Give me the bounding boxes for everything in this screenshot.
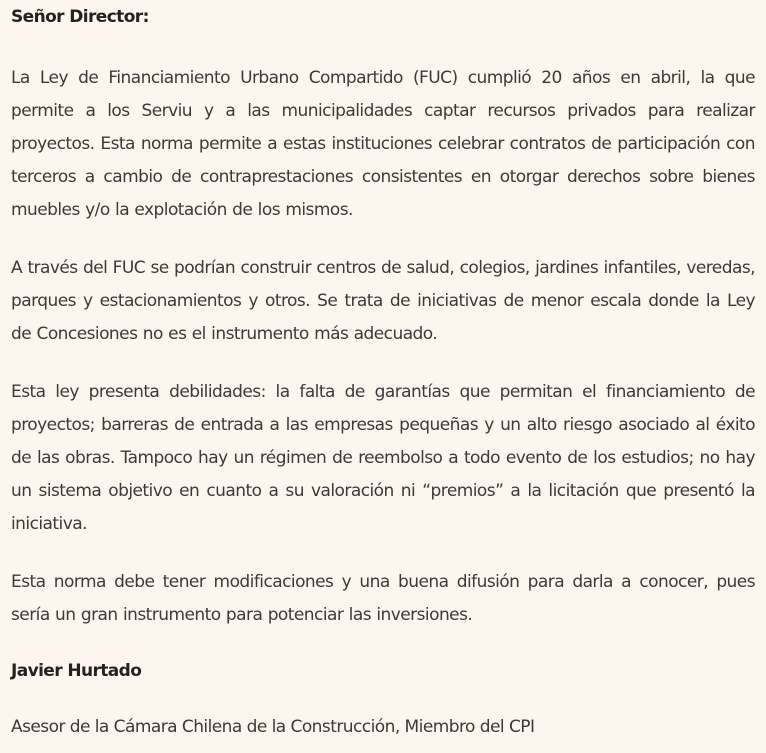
paragraph-2: A través del FUC se podrían construir centros de salud, colegios, jardines infantiles, veredas, parques y estacionamientos y otros. Se trata de iniciativas de menor escala donde la Ley de Concesiones no es el instrumento más adecuado. [11,258,755,344]
paragraph-4: Esta norma debe tener modificaciones y una buena difusión para darla a conocer, pues sería un gran instrumento para potenciar las inversiones. [11,572,755,625]
author-role: Asesor de la Cámara Chilena de la Construcción, Miembro del CPI [11,717,535,737]
paragraph-1: La Ley de Financiamiento Urbano Compartido (FUC) cumplió 20 años en abril, la que permite a los Serviu y a las municipalidades captar recursos privados para realizar proyectos. Esta norma permite a estas instituciones celebrar contratos de participación con terceros a cambio de contraprestaciones consistentes en otorgar derechos sobre bienes muebles y/o la explotación de los mismos. [11,68,755,220]
salutation: Señor Director: [11,7,149,27]
paragraph-3: Esta ley presenta debilidades: la falta de garantías que permitan el financiamiento de proyectos; barreras de entrada a las empresas pequeñas y un alto riesgo asociado al éxito de las obras. Tampoco hay un régimen de reembolso a todo evento de los estudios; no hay un sistema objetivo en cuanto a su valoración ni “premios” a la licitación que presentó la iniciativa. [11,382,755,534]
author-name: Javier Hurtado [11,661,142,681]
